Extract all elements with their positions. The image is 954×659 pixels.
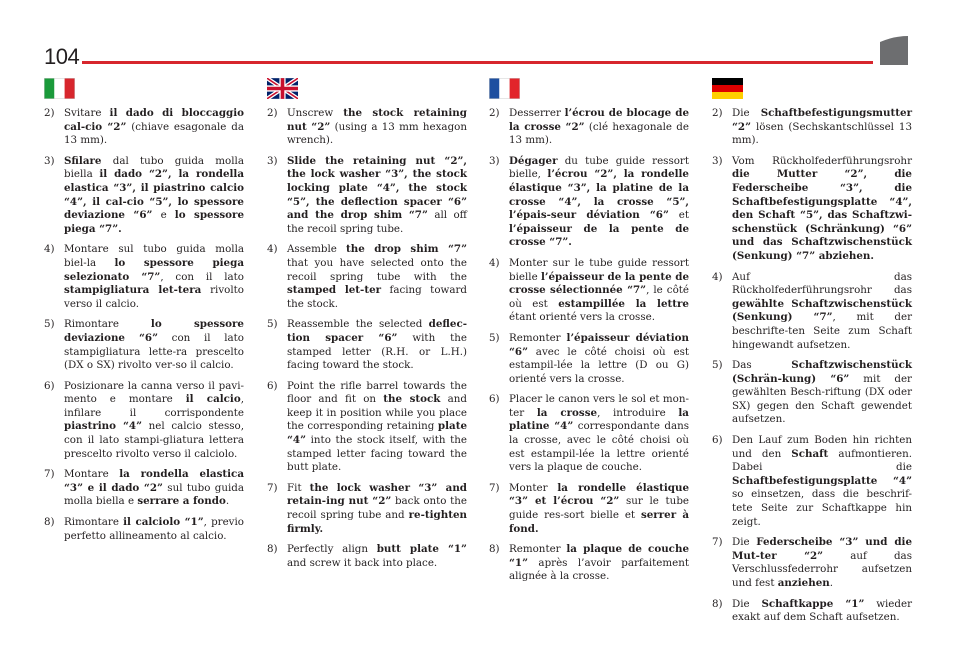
step-number: 8) <box>712 597 723 610</box>
step-text-bold: il dado “2”, la rondella elastica “3”, il piastrino calcio “4”, il cal-cio “5”, lo spessore deviazione “6” <box>64 168 244 222</box>
step-number: 2) <box>44 107 55 119</box>
step-item <box>712 434 912 529</box>
step-number: 6) <box>267 379 278 392</box>
step-text: Rimontare <box>64 516 124 529</box>
step-number: 2) <box>712 107 723 119</box>
step-number: 6) <box>489 393 500 406</box>
step-text: with the stamped letter (R.H. or L.H.) facing toward the stock. <box>287 331 467 372</box>
step-text: , mit der beschrifte-ten Seite zum Schaft hingewandt aufsetzen. <box>732 311 913 351</box>
step-text: Remonter <box>509 331 567 344</box>
step-item <box>267 380 467 475</box>
steps-list <box>712 107 912 625</box>
step-text: Svitare <box>64 107 110 119</box>
step-text-bold: Schaftbefestigungsplatte “4” <box>732 474 912 487</box>
step-number: 7) <box>267 481 278 494</box>
step-text: Vom Rückholfederführungsrohr <box>732 154 912 167</box>
step-text: et <box>668 209 689 222</box>
step-text-bold: lo spessore piega selezionato “7” <box>64 256 244 283</box>
step-item <box>712 155 912 264</box>
step-item <box>489 543 689 584</box>
step-text-bold: l’épaisseur de la pente de crosse “7”. <box>509 222 689 249</box>
step-number: 2) <box>489 107 500 119</box>
step-number: 3) <box>489 154 500 167</box>
step-text-bold: estampillée la lettre <box>558 297 689 310</box>
step-text: Das <box>732 359 792 372</box>
step-text: mit der gewählten Besch-riftung (DX oder SX) gegen den Schaft gewendet aufsetzen. <box>732 372 912 426</box>
step-item <box>267 155 467 237</box>
step-text: so einsetzen, dass die beschrif-tete Seite zur Schaftkappe hin zeigt. <box>732 488 912 528</box>
step-item <box>489 393 689 475</box>
steps-list <box>267 107 467 570</box>
step-text: that you have selected onto the recoil spring tube with the <box>287 256 467 283</box>
step-text: étant orienté vers la crosse. <box>509 311 655 324</box>
step-text: Die <box>732 597 762 610</box>
steps-list <box>44 107 244 543</box>
step-text-bold: Schaftbefestigungsmutter “2” <box>732 107 912 133</box>
column-french <box>489 78 689 591</box>
step-item <box>712 598 912 625</box>
column-italian <box>44 78 244 550</box>
step-text-bold: il calciolo “1” <box>123 516 204 529</box>
step-number: 4) <box>267 243 278 256</box>
steps-list <box>489 107 689 584</box>
step-number: 8) <box>44 516 55 529</box>
step-text: Remonter <box>509 543 567 556</box>
step-text: aufmontieren. Dabei die <box>732 447 912 474</box>
step-text: sul tubo guida molla biella e <box>64 481 244 508</box>
step-text-bold: l’écrou de blocage de la crosse “2” <box>509 107 689 133</box>
step-item <box>44 155 244 237</box>
step-number: 7) <box>44 468 55 481</box>
step-number: 6) <box>712 434 723 447</box>
uk-flag-icon <box>267 78 298 99</box>
step-number: 4) <box>712 270 723 283</box>
step-text: Perfectly align <box>287 543 377 556</box>
step-text-bold: re-tighten firmly. <box>287 509 467 535</box>
step-text-bold: la rondelle élastique “3” et l’écrou “2” <box>509 481 689 508</box>
step-text: (using a 13 mm hexagon wrench). <box>287 120 467 147</box>
page-number: 104 <box>44 44 80 69</box>
step-text: con il lato stampigliatura lette-ra prescelto (DX o SX) rivolto ver-so il calcio. <box>64 331 245 372</box>
step-text-bold: the stock retaining nut “2” <box>287 107 467 133</box>
step-text: lösen (Sechskantschlüssel 13 mm). <box>732 120 912 147</box>
step-text: e <box>152 209 175 222</box>
step-item <box>267 543 467 570</box>
step-text-bold: l’épaisseur de la pente de crosse sélectionnée “7” <box>509 270 690 297</box>
step-text-bold: anziehen <box>777 577 830 589</box>
step-text: Montare <box>64 468 120 481</box>
step-text: and screw it back into place. <box>287 556 438 569</box>
step-text-bold: Dégager <box>509 154 558 167</box>
step-item <box>44 516 244 543</box>
header-rule <box>82 61 873 64</box>
step-text: (chiave esagonale da 13 mm). <box>64 120 244 147</box>
step-item <box>712 271 912 353</box>
step-text: Montare sul tubo guida molla biel-la <box>64 243 244 269</box>
step-text-bold: Federscheibe “3” und die Mut-ter “2” <box>732 536 913 562</box>
step-number: 4) <box>44 243 55 256</box>
step-text: Placer le canon vers le sol et mon-ter <box>509 393 689 419</box>
france-flag-icon <box>489 78 520 99</box>
step-item <box>489 107 689 148</box>
step-text-bold: Schaftkappe “1” <box>761 597 865 610</box>
step-item <box>267 482 467 536</box>
step-text-bold: the stock <box>383 393 441 406</box>
step-text-bold: l’écrou “2”, la rondelle élastique “3”, la platine de la crosse “4”, la crosse “5”, l’épais-seur déviation “6” <box>509 168 689 222</box>
step-text-bold: il calcio <box>185 393 241 406</box>
step-text: Monter sur le tube guide ressort bielle <box>509 256 689 283</box>
step-text: . <box>225 495 230 508</box>
step-text-bold: the drop shim “7” <box>346 243 467 256</box>
step-text: Reassemble the selected <box>287 318 429 331</box>
step-number: 2) <box>267 107 278 119</box>
step-item <box>44 243 244 311</box>
step-text-bold: the lock washer “3” and retain-ing nut “2” <box>287 481 467 508</box>
step-text-bold: plate “4” <box>287 420 467 447</box>
step-number: 3) <box>267 154 278 167</box>
step-item <box>489 482 689 536</box>
step-text: Desserrer <box>509 107 565 119</box>
step-text: wieder exakt auf dem Schaft aufsetzen. <box>732 597 912 624</box>
step-item <box>489 155 689 250</box>
step-text-bold: deflec-tion spacer “6” <box>287 318 467 344</box>
step-text-bold: Schaft <box>791 447 829 460</box>
step-number: 5) <box>44 318 55 331</box>
column-english <box>267 78 467 577</box>
step-number: 5) <box>489 331 500 344</box>
step-text: Rimontare <box>64 318 151 331</box>
step-text: nel calcio stesso, con il lato stampi-gliatura lettera prescelto rivolto verso il calciolo. <box>64 420 245 460</box>
italy-flag-icon <box>44 78 75 99</box>
step-item <box>712 536 912 590</box>
step-item <box>44 107 244 148</box>
step-text-bold: il dado di bloccaggio cal-cio “2” <box>64 107 244 133</box>
step-text-bold: lo spessore piega “7”. <box>64 209 245 235</box>
step-item <box>44 380 244 462</box>
step-number: 4) <box>489 256 500 269</box>
step-item <box>712 359 912 427</box>
step-text-bold: die Mutter “2”, die Federscheibe “3”, die Schaftbefestigungsplatte “4”, den Schaft “5”, das Schaftzwi-schenstück (Schränkung) “6” und das Schaftzwischenstück (Senkung) “7” abziehen. <box>732 168 912 262</box>
step-text: Die <box>732 107 761 119</box>
step-number: 6) <box>44 379 55 392</box>
step-text: Point the rifle barrel towards the floor and fit on <box>287 379 467 406</box>
step-text: sur le tube guide res-sort bielle et <box>509 495 689 522</box>
step-text: du tube guide ressort bielle, <box>509 154 689 181</box>
step-text: , con il lato <box>160 270 244 283</box>
page-tab-icon <box>880 36 908 65</box>
step-text: Fit <box>287 481 310 494</box>
step-text: correspondante dans la crosse, avec le côté choisi où est estampil-lée la lettre orienté vers la plaque de couche. <box>509 420 689 474</box>
step-item <box>44 318 244 372</box>
step-text-bold: la plaque de couche “1” <box>509 543 689 569</box>
step-number: 5) <box>712 359 723 372</box>
step-text: facing toward the stock. <box>287 284 467 310</box>
step-number: 7) <box>489 481 500 494</box>
step-text: avec le côté choisi où est estampil-lée la lettre (D ou G) orienté vers la crosse. <box>509 345 689 385</box>
step-text-bold: la rondella elastica “3” e il dado “2” <box>64 468 244 494</box>
step-item <box>267 243 467 311</box>
step-text: all off the recoil spring tube. <box>287 209 467 235</box>
step-text-bold: Schaftzwischenstück (Schrän-kung) “6” <box>732 359 912 385</box>
step-number: 8) <box>489 543 500 556</box>
step-text: back onto the recoil spring tube and <box>287 495 467 522</box>
step-number: 7) <box>712 536 723 549</box>
step-text-bold: Slide the retaining nut “2”, the lock washer “3”, the stock locking plate “4”, the stock “5”, the deflection spacer “6” and the drop shim “7” <box>287 154 467 222</box>
step-text-bold: piastrino “4” <box>64 420 143 433</box>
step-text: into the stock itself, with the stamped letter facing toward the butt plate. <box>287 434 467 474</box>
step-item <box>489 257 689 325</box>
step-text: (clé hexagonale de 13 mm). <box>509 120 689 147</box>
step-text-bold: butt plate “1” <box>376 543 467 556</box>
step-text: auf das Verschlussfederrohr aufsetzen und fest <box>732 549 912 589</box>
step-text-bold: stamped let-ter <box>287 284 382 297</box>
step-text-bold: Sfilare <box>64 154 102 167</box>
step-text: Die <box>732 536 757 549</box>
column-german <box>712 78 912 632</box>
step-text: Posizionare la canna verso il pavi-mento e montare <box>64 379 244 406</box>
step-number: 3) <box>712 154 723 167</box>
step-text-bold: gewählte Schaftzwischenstück (Senkung) “7” <box>732 297 912 324</box>
step-text-bold: stampigliatura let-tera <box>64 284 202 297</box>
step-text: Unscrew <box>287 107 344 119</box>
step-text: Assemble <box>287 243 346 256</box>
step-text-bold: la platine “4” <box>509 406 689 433</box>
step-text: Auf das Rückholfederführungsrohr das <box>732 270 912 297</box>
step-item <box>712 107 912 148</box>
step-text: . <box>829 577 834 589</box>
step-text-bold: l’épaisseur déviation “6” <box>509 331 689 358</box>
step-text: après l’avoir parfaitement alignée à la crosse. <box>509 556 689 583</box>
step-text-bold: serrer à fond. <box>509 509 689 535</box>
step-number: 8) <box>267 543 278 556</box>
step-number: 5) <box>267 318 278 331</box>
step-number: 3) <box>44 154 55 167</box>
step-item <box>44 468 244 509</box>
step-item <box>267 318 467 372</box>
step-item <box>489 332 689 386</box>
step-text: rivolto verso il calcio. <box>64 284 245 310</box>
step-text: , infilare il corrispondente <box>64 393 244 419</box>
step-text: , introduire <box>597 406 679 419</box>
step-text: and keep it in position while you place the corresponding retaining <box>287 393 467 433</box>
step-text-bold: lo spessore deviazione “6” <box>64 318 244 344</box>
step-item <box>267 107 467 148</box>
step-text-bold: la crosse <box>536 406 598 419</box>
step-text: , le côté où est <box>509 284 689 310</box>
step-text: Den Lauf zum Boden hin richten und den <box>732 434 912 460</box>
step-text: dal tubo guida molla biella <box>64 154 244 181</box>
step-text-bold: serrare a fondo <box>137 495 226 508</box>
germany-flag-icon <box>712 78 743 99</box>
step-text: , previo perfetto allineamento al calcio. <box>64 516 244 542</box>
step-text: Monter <box>509 481 558 494</box>
